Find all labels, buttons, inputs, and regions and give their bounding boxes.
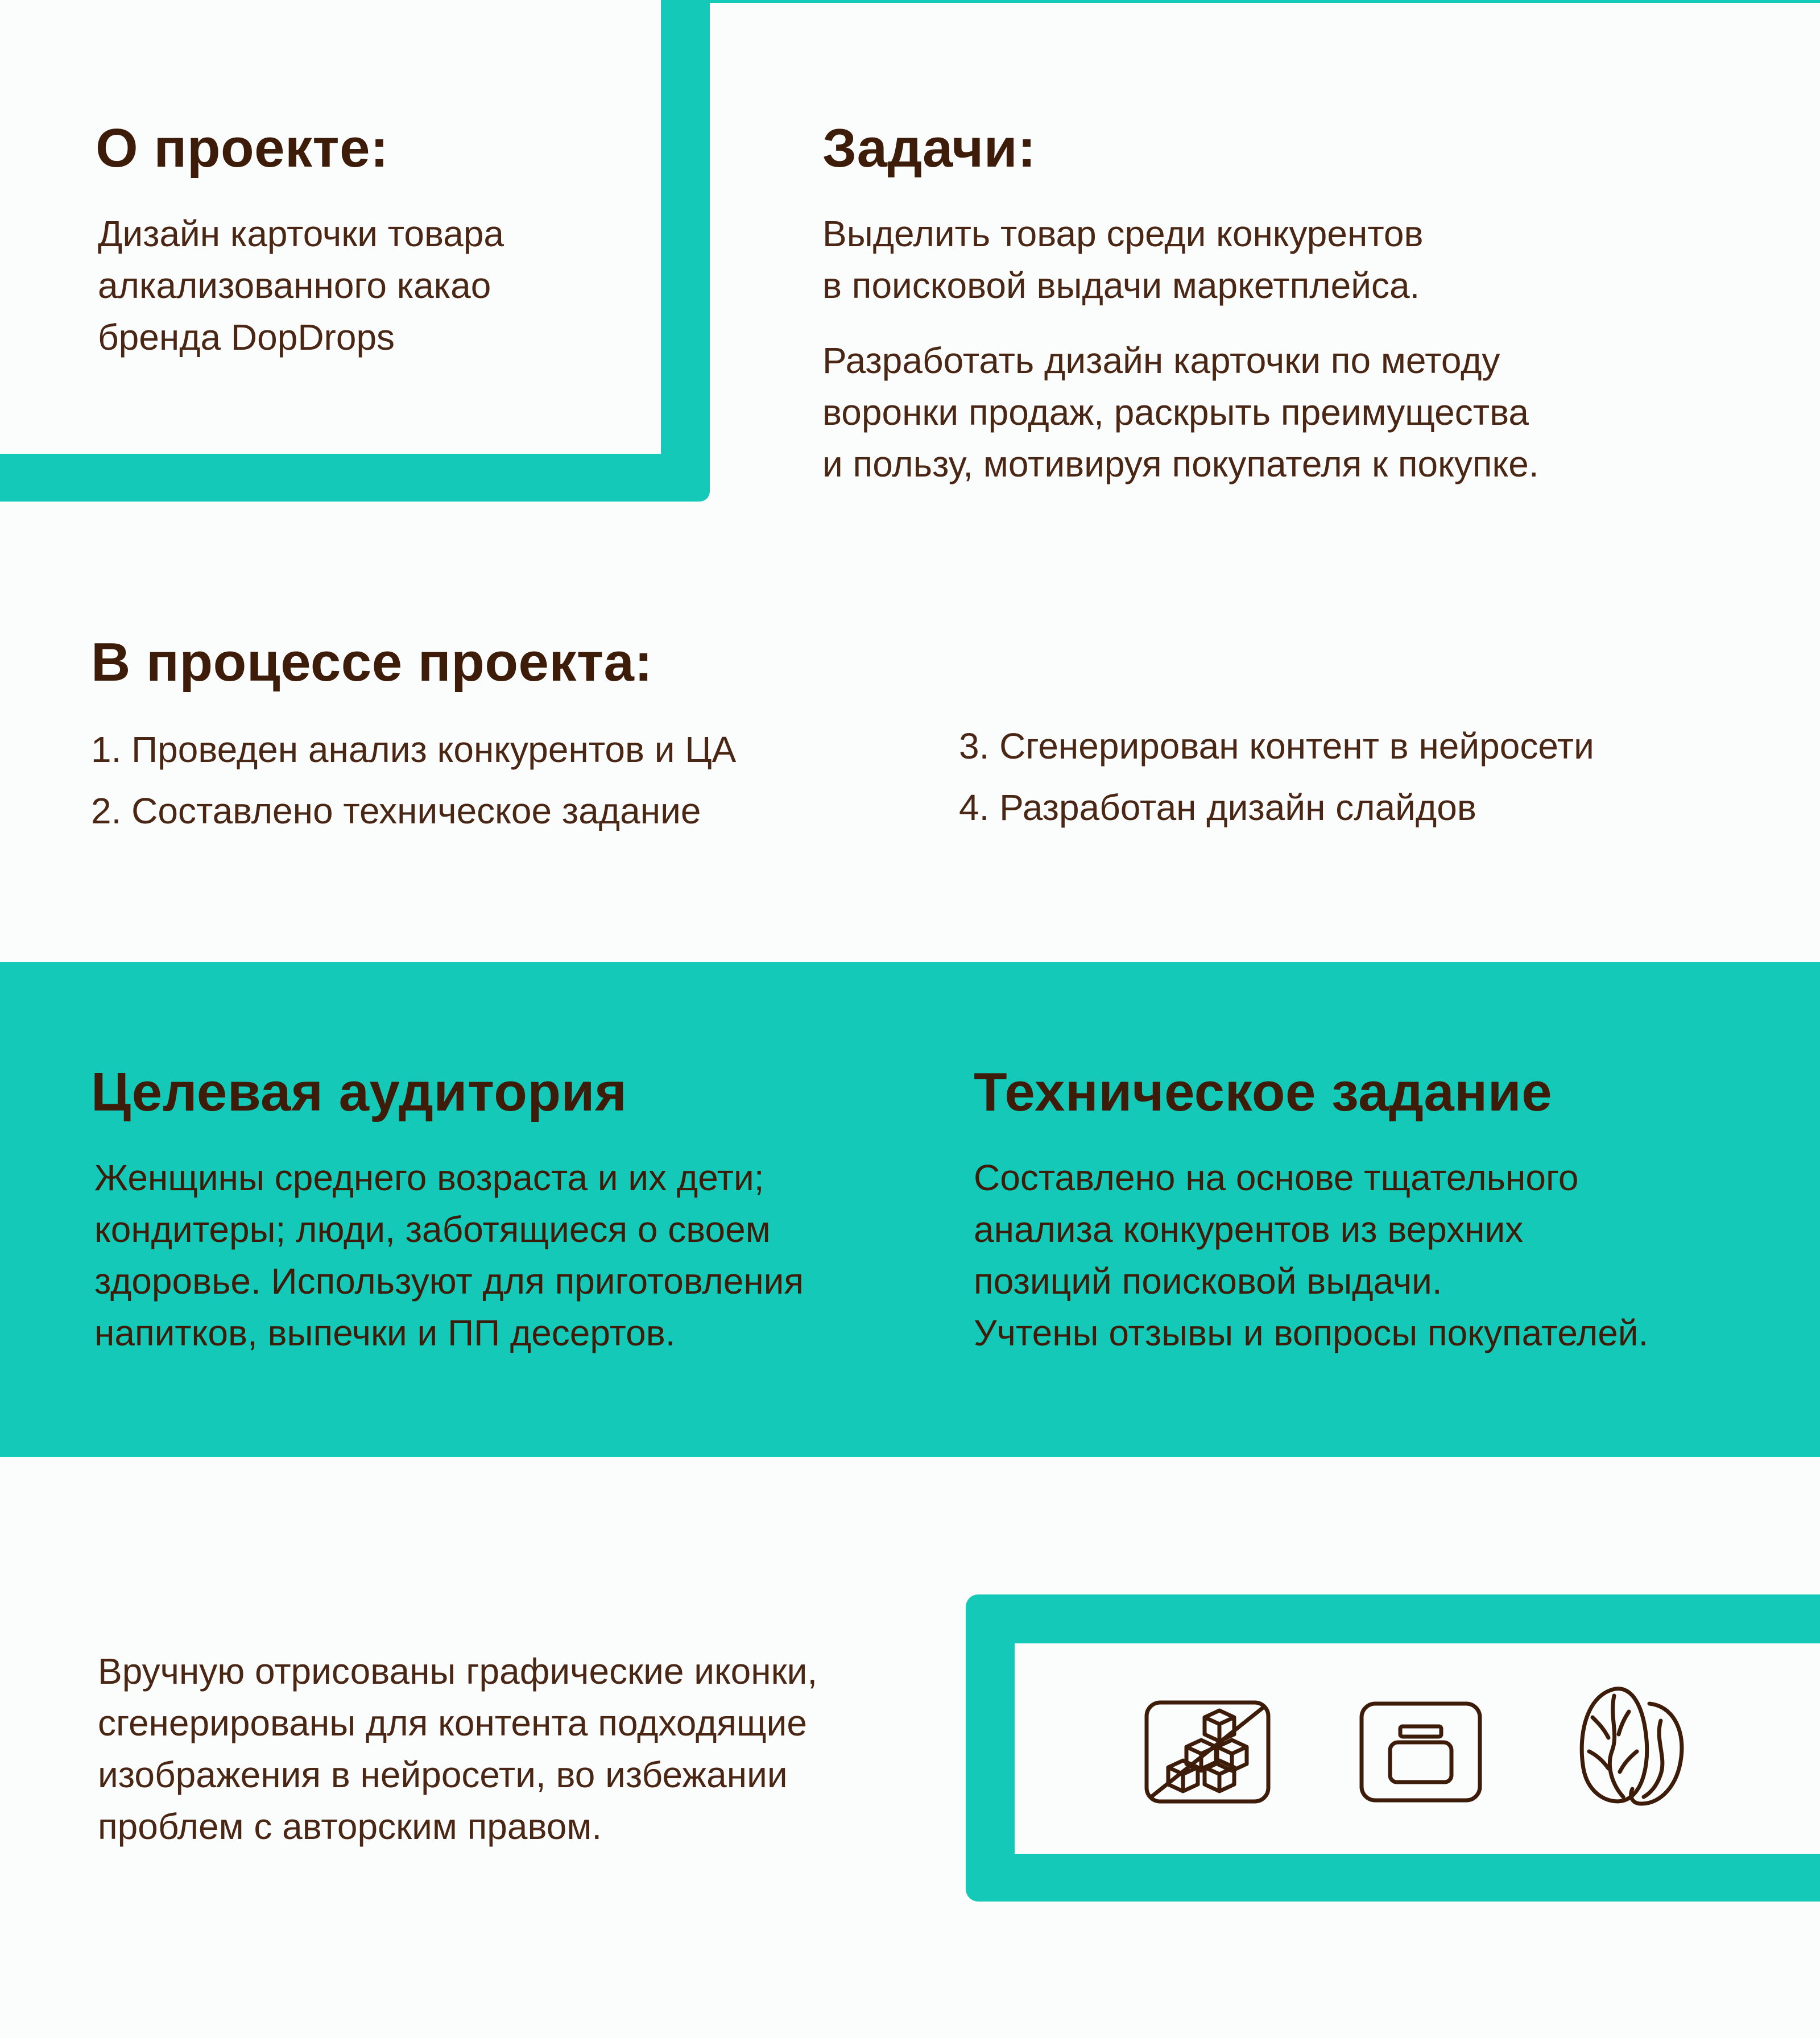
audience-line: здоровье. Используют для приготовления	[94, 1261, 804, 1302]
process-title: В процессе проекта:	[91, 632, 653, 693]
icons-note-text	[98, 1646, 817, 1853]
process-item: 1. Проведен анализ конкурентов и ЦА	[91, 729, 737, 770]
icons-note-line: изображения в нейросети, во избежании	[98, 1754, 788, 1795]
tasks-line: воронки продаж, раскрыть преимущества	[822, 392, 1529, 433]
spec-line: Составлено на основе тщательного	[974, 1157, 1579, 1198]
about-line: Дизайн карточки товара	[98, 213, 504, 254]
tasks-line: Разработать дизайн карточки по методу	[822, 340, 1500, 381]
process-list-left	[91, 719, 736, 842]
about-title: О проекте:	[96, 118, 389, 179]
jar-icon	[1358, 1700, 1483, 1804]
about-text	[98, 208, 504, 363]
tasks-text-1	[822, 208, 1424, 312]
process-list-right	[959, 715, 1594, 838]
tasks-title: Задачи:	[822, 118, 1036, 179]
spec-line: анализа конкурентов из верхних	[974, 1209, 1524, 1250]
process-item: 2. Составлено техническое задание	[91, 790, 701, 831]
spec-text	[974, 1152, 1648, 1359]
tasks-line: Выделить товар среди конкурентов	[822, 213, 1424, 254]
audience-title: Целевая аудитория	[91, 1062, 627, 1122]
tasks-line: в поисковой выдачи маркетплейса.	[822, 265, 1420, 306]
about-line: алкализованного какао	[98, 265, 491, 306]
audience-line: Женщины среднего возраста и их дети;	[94, 1157, 764, 1198]
process-item: 3. Сгенерирован контент в нейросети	[959, 726, 1594, 767]
audience-text	[94, 1152, 804, 1359]
tasks-line: и пользу, мотивируя покупателя к покупке.	[822, 444, 1539, 484]
spec-line: позиций поисковой выдачи.	[974, 1261, 1442, 1302]
about-line: бренда DopDrops	[98, 317, 395, 358]
no-sugar-cubes-icon	[1143, 1699, 1272, 1805]
audience-line: кондитеры; люди, заботящиеся о своем	[94, 1209, 771, 1250]
cocoa-beans-icon	[1575, 1683, 1687, 1808]
icons-note-line: Вручную отрисованы графические иконки,	[98, 1651, 818, 1692]
tasks-text-2	[822, 335, 1539, 490]
audience-line: напитков, выпечки и ПП десертов.	[94, 1312, 676, 1353]
icons-note-line: проблем с авторским правом.	[98, 1806, 602, 1847]
icons-note-line: сгенерированы для контента подходящие	[98, 1703, 807, 1743]
spec-line: Учтены отзывы и вопросы покупателей.	[974, 1312, 1649, 1353]
spec-title: Техническое задание	[974, 1062, 1553, 1122]
process-item: 4. Разработан дизайн слайдов	[959, 787, 1476, 828]
